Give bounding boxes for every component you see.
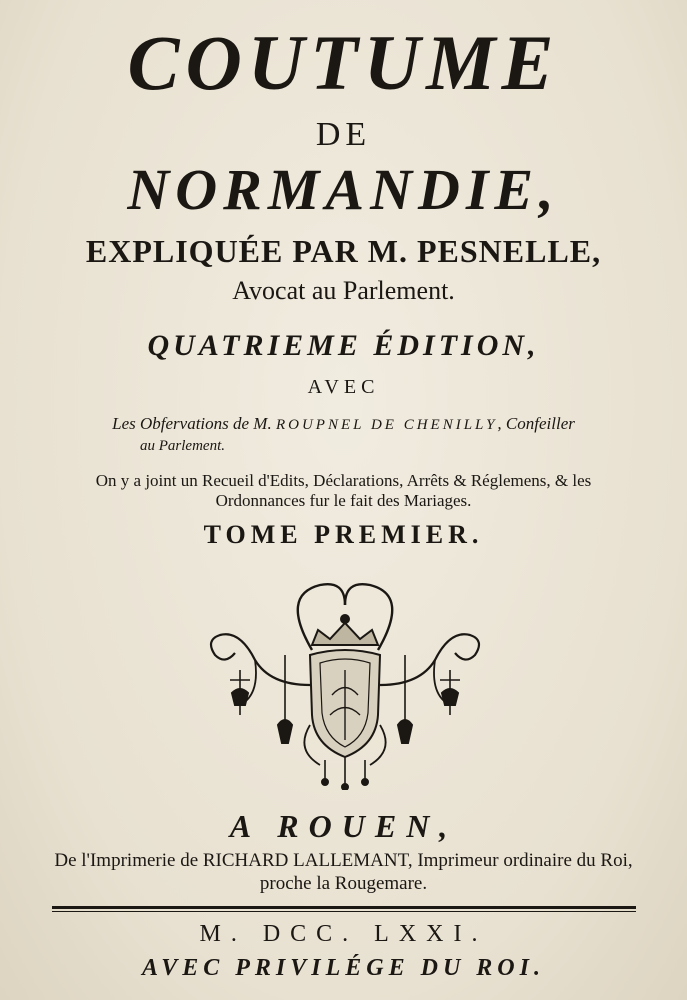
title-de: DE [315, 116, 372, 153]
imprint-printer-1: De l'Imprimerie de RICHARD LALLEMANT, Imprimeur ordinaire du Roi, [54, 850, 633, 871]
observations-line-2: au Parlement. [140, 438, 225, 454]
imprint-year: M. DCC. LXXI. [199, 921, 488, 947]
imprint-city: A ROUEN, [229, 808, 458, 844]
imprint-printer-2: proche la Rougemare. [259, 873, 428, 894]
observations-text-b: , Confeiller [497, 414, 575, 433]
tome-line: TOME PREMIER. [203, 520, 484, 549]
edition-line: QUATRIEME ÉDITION, [147, 329, 540, 362]
recueil-line-2: Ordonnances fur le fait des Mariages. [215, 491, 472, 510]
observations-text-a: Les Obfervations de M. [112, 414, 276, 433]
recueil-line-1: On y a joint un Recueil d'Edits, Déclarations, Arrêts & Réglemens, & les [95, 471, 592, 490]
royal-privilege: AVEC PRIVILÉGE DU ROI. [142, 955, 545, 981]
title-normandie: NORMANDIE, [127, 157, 560, 222]
observations-name: ROUPNEL DE CHENILLY [275, 417, 498, 433]
subtitle-pesnelle: EXPLIQUÉE PAR M. PESNELLE, [85, 233, 602, 269]
observations-line [0, 414, 687, 434]
double-rule-divider [52, 906, 636, 912]
printer-ornament-vignette [200, 575, 490, 790]
avec-line: AVEC [307, 376, 380, 398]
subtitle-avocat: Avocat au Parlement. [232, 276, 455, 305]
title-coutume: COUTUME [127, 19, 560, 106]
